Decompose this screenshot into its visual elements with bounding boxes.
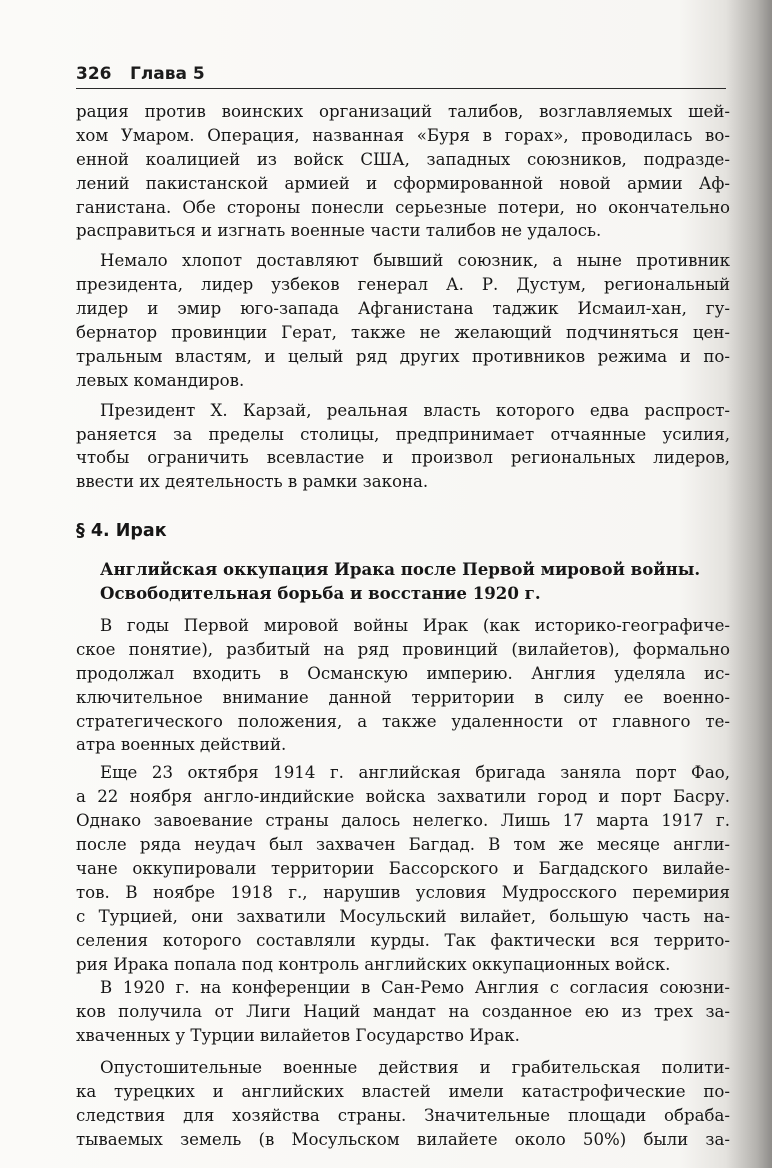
- chapter-label: Глава 5: [130, 64, 205, 84]
- text-line: тральным властям, и целый ряд других противников режима и по-: [76, 346, 730, 366]
- text-line: а 22 ноября англо-индийские войска захватили город и порт Басру.: [76, 787, 730, 807]
- text-line: ка турецких и английских властей имели катастрофические по-: [76, 1081, 730, 1101]
- subheading-line: Освободительная борьба и восстание 1920 г.: [100, 583, 541, 604]
- text-line: левых командиров.: [76, 370, 245, 390]
- text-line: атра военных действий.: [76, 735, 287, 755]
- text-line: следствия для хозяйства страны. Значительные площади обраба-: [76, 1105, 730, 1125]
- text-line: бернатор провинции Герат, также не желающий подчиняться цен-: [76, 323, 730, 343]
- text-line: хваченных у Турции вилайетов Государство Ирак.: [76, 1026, 520, 1046]
- paragraph: [76, 399, 730, 495]
- text-line: ков получила от Лиги Наций мандат на созданное ею из трех за-: [76, 1002, 730, 1022]
- paragraph: [76, 249, 730, 392]
- text-line: рия Ирака попала под контроль английских оккупационных войск.: [76, 954, 671, 974]
- text-line: тов. В ноябре 1918 г., нарушив условия Мудросского перемирия: [76, 882, 730, 902]
- text-line: енной коалицией из войск США, западных союзников, подразде-: [76, 149, 730, 169]
- text-line: Опустошительные военные действия и грабительская полити-: [100, 1058, 730, 1078]
- text-line: чтобы ограничить всевластие и произвол региональных лидеров,: [76, 448, 730, 468]
- body-text: [76, 100, 730, 1152]
- paragraph: [76, 761, 730, 976]
- text-line: продолжал входить в Османскую империю. Англия уделяла ис-: [76, 663, 730, 683]
- text-line: селения которого составляли курды. Так фактически вся террито-: [76, 930, 730, 950]
- running-header: [76, 62, 726, 89]
- text-line: хом Умаром. Операция, названная «Буря в горах», проводилась во-: [76, 125, 730, 145]
- text-line: тываемых земель (в Мосульском вилайете около 50%) были за-: [76, 1129, 730, 1149]
- page-number: 326: [76, 64, 112, 84]
- text-line: стратегического положения, а также удаленности от главного те-: [76, 711, 730, 731]
- paragraph: [76, 100, 730, 243]
- text-line: рация против воинских организаций талибов, возглавляемых шей-: [76, 102, 730, 121]
- text-line: президента, лидер узбеков генерал А. Р. Дустум, региональный: [76, 275, 730, 295]
- text-line: ключительное внимание данной территории в силу ее военно-: [76, 687, 730, 707]
- text-line: ское понятие), разбитый на ряд провинций (вилайетов), формально: [76, 639, 730, 659]
- text-line: раняется за пределы столицы, предпринимает отчаянные усилия,: [76, 424, 730, 444]
- subheading-line: Английская оккупация Ирака после Первой мировой войны.: [100, 559, 701, 580]
- paragraph: [76, 1056, 730, 1152]
- text-line: Президент Х. Карзай, реальная власть которого едва распрост-: [100, 400, 730, 420]
- text-line: ганистана. Обе стороны понесли серьезные потери, но окончательно: [76, 197, 730, 217]
- subsection-heading: [76, 558, 730, 606]
- text-line: В годы Первой мировой войны Ирак (как историко-географиче-: [100, 616, 730, 636]
- text-line: Однако завоевание страны далось нелегко. Лишь 17 марта 1917 г.: [76, 811, 730, 831]
- text-line: с Турцией, они захватили Мосульский вилайет, большую часть на-: [76, 906, 730, 926]
- paragraph: [76, 614, 730, 757]
- text-line: Немало хлопот доставляют бывший союзник, а ныне противник: [100, 251, 730, 271]
- section-heading: § 4. Ирак: [76, 521, 167, 542]
- text-line: лений пакистанской армией и сформированной новой армии Аф-: [76, 173, 730, 193]
- text-line: после ряда неудач был захвачен Багдад. В том же месяце англи-: [76, 835, 730, 855]
- text-line: расправиться и изгнать военные части талибов не удалось.: [76, 221, 602, 241]
- text-line: В 1920 г. на конференции в Сан-Ремо Англия с согласия союзни-: [100, 978, 730, 998]
- text-line: лидер и эмир юго-запада Афганистана таджик Исмаил-хан, гу-: [76, 299, 730, 319]
- text-line: ввести их деятельность в рамки закона.: [76, 472, 429, 492]
- text-line: Еще 23 октября 1914 г. английская бригада заняла порт Фао,: [100, 763, 730, 783]
- text-line: чане оккупировали территории Бассорского и Багдадского вилайе-: [76, 858, 730, 878]
- paragraph: [76, 976, 730, 1048]
